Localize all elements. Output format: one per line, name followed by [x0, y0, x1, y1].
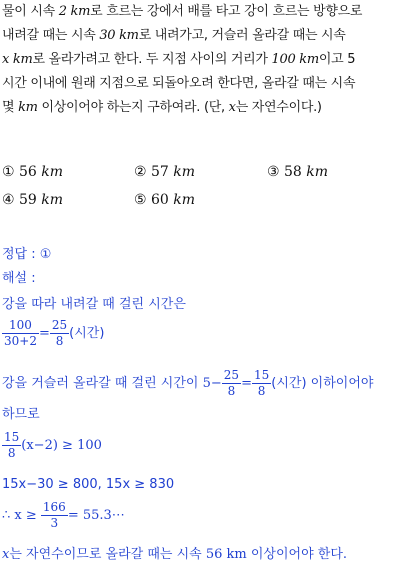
denominator: 8 [222, 383, 241, 399]
choice-unit: km [173, 164, 196, 180]
math: 2 km [58, 4, 91, 19]
explanation-label: 해설 : [2, 271, 36, 286]
equals-sign: = [38, 326, 50, 341]
denominator: 30+2 [4, 334, 37, 348]
solution-up-line [2, 368, 373, 399]
choice-row-1 [2, 164, 398, 192]
fraction [2, 318, 39, 349]
choice-marker: ④ [2, 192, 15, 208]
problem-line-1 [2, 0, 398, 24]
math: 56 km [205, 547, 247, 562]
equals-sign: = [241, 376, 252, 391]
choice-unit: km [173, 192, 196, 208]
choice-marker: ① [2, 164, 15, 180]
choice-3[interactable] [267, 164, 328, 180]
choice-value: 59 [19, 192, 37, 208]
choice-1[interactable] [2, 164, 63, 180]
math: = 55.3⋯ [67, 508, 125, 523]
solution-down-equation [2, 318, 104, 349]
choice-unit: km [306, 164, 329, 180]
problem-line-2 [2, 24, 398, 48]
denominator: 8 [252, 383, 271, 399]
math: 5− [202, 376, 222, 391]
answer-choices [2, 164, 398, 220]
choice-value: 57 [151, 164, 169, 180]
answer-label: 정답 : ① [2, 247, 52, 262]
text: 로 흐르는 강에서 배를 타고 강이 흐르는 방향으로 [90, 4, 363, 19]
math: 100 km [271, 52, 319, 67]
solution-down-text: 강을 따라 내려갈 때 걸린 시간은 [2, 297, 186, 312]
text: 내려갈 때는 시속 [2, 28, 100, 43]
math: 30 km [99, 28, 139, 43]
math: x km [2, 52, 33, 67]
numerator: 15 [253, 368, 270, 382]
numerator: 25 [223, 368, 240, 382]
solution-conclusion [2, 543, 347, 562]
solution-so: 하므로 [2, 407, 40, 422]
problem-statement [2, 0, 398, 120]
choice-value: 58 [284, 164, 302, 180]
choice-marker: ③ [267, 164, 280, 180]
fraction [222, 368, 241, 399]
choice-unit: km [41, 164, 64, 180]
text: 이상이어야 한다. [246, 547, 348, 562]
solution-inequality-3 [2, 500, 125, 531]
problem-line-4: 시간 이내에 원래 지점으로 되돌아오려 한다면, 올라갈 때는 시속 [2, 76, 356, 91]
numerator: 166 [42, 500, 66, 514]
problem-line-5 [2, 96, 398, 120]
problem-line-3 [2, 48, 398, 72]
numerator: 100 [9, 318, 32, 332]
denominator: 8 [2, 445, 21, 461]
choice-unit: km [41, 192, 64, 208]
choice-value: 60 [151, 192, 169, 208]
solution-inequality-2: 15x−30 ≥ 800, 15x ≥ 830 [2, 477, 175, 492]
choice-value: 56 [19, 164, 37, 180]
math: x [2, 547, 10, 562]
math: ∴ x ≥ [2, 508, 41, 523]
fraction [2, 430, 21, 461]
text: 몇 [2, 100, 19, 115]
fraction [50, 318, 69, 349]
fraction [252, 368, 271, 399]
text: 로 내려가고, 거슬러 올라갈 때는 시속 [138, 28, 346, 43]
text: 는 자연수이므로 올라갈 때는 시속 [9, 547, 206, 562]
choice-row-2 [2, 192, 398, 220]
text: 강을 거슬러 올라갈 때 걸린 시간이 [2, 376, 203, 391]
solution-inequality-1 [2, 430, 102, 461]
denominator: 3 [41, 515, 68, 531]
math: x [228, 100, 236, 115]
denominator: 8 [50, 333, 69, 349]
choice-marker: ② [134, 164, 147, 180]
numerator: 25 [51, 318, 68, 332]
text: 는 자연수이다.) [235, 100, 322, 115]
text: 이고 5 [318, 52, 356, 67]
math: km [18, 100, 38, 115]
unit-text: (시간) [69, 326, 105, 341]
choice-5[interactable] [134, 192, 195, 208]
choice-4[interactable] [2, 192, 63, 208]
text: 로 올라가려고 한다. 두 지점 사이의 거리가 [32, 52, 272, 67]
math: (x−2) ≥ 100 [21, 438, 102, 453]
text: 물이 시속 [2, 4, 59, 19]
text: (시간) 이하이어야 [271, 376, 374, 391]
text: 이상이어야 하는지 구하여라. (단, [37, 100, 229, 115]
numerator: 15 [4, 430, 20, 444]
choice-2[interactable] [134, 164, 195, 180]
choice-marker: ⑤ [134, 192, 147, 208]
fraction [41, 500, 68, 531]
